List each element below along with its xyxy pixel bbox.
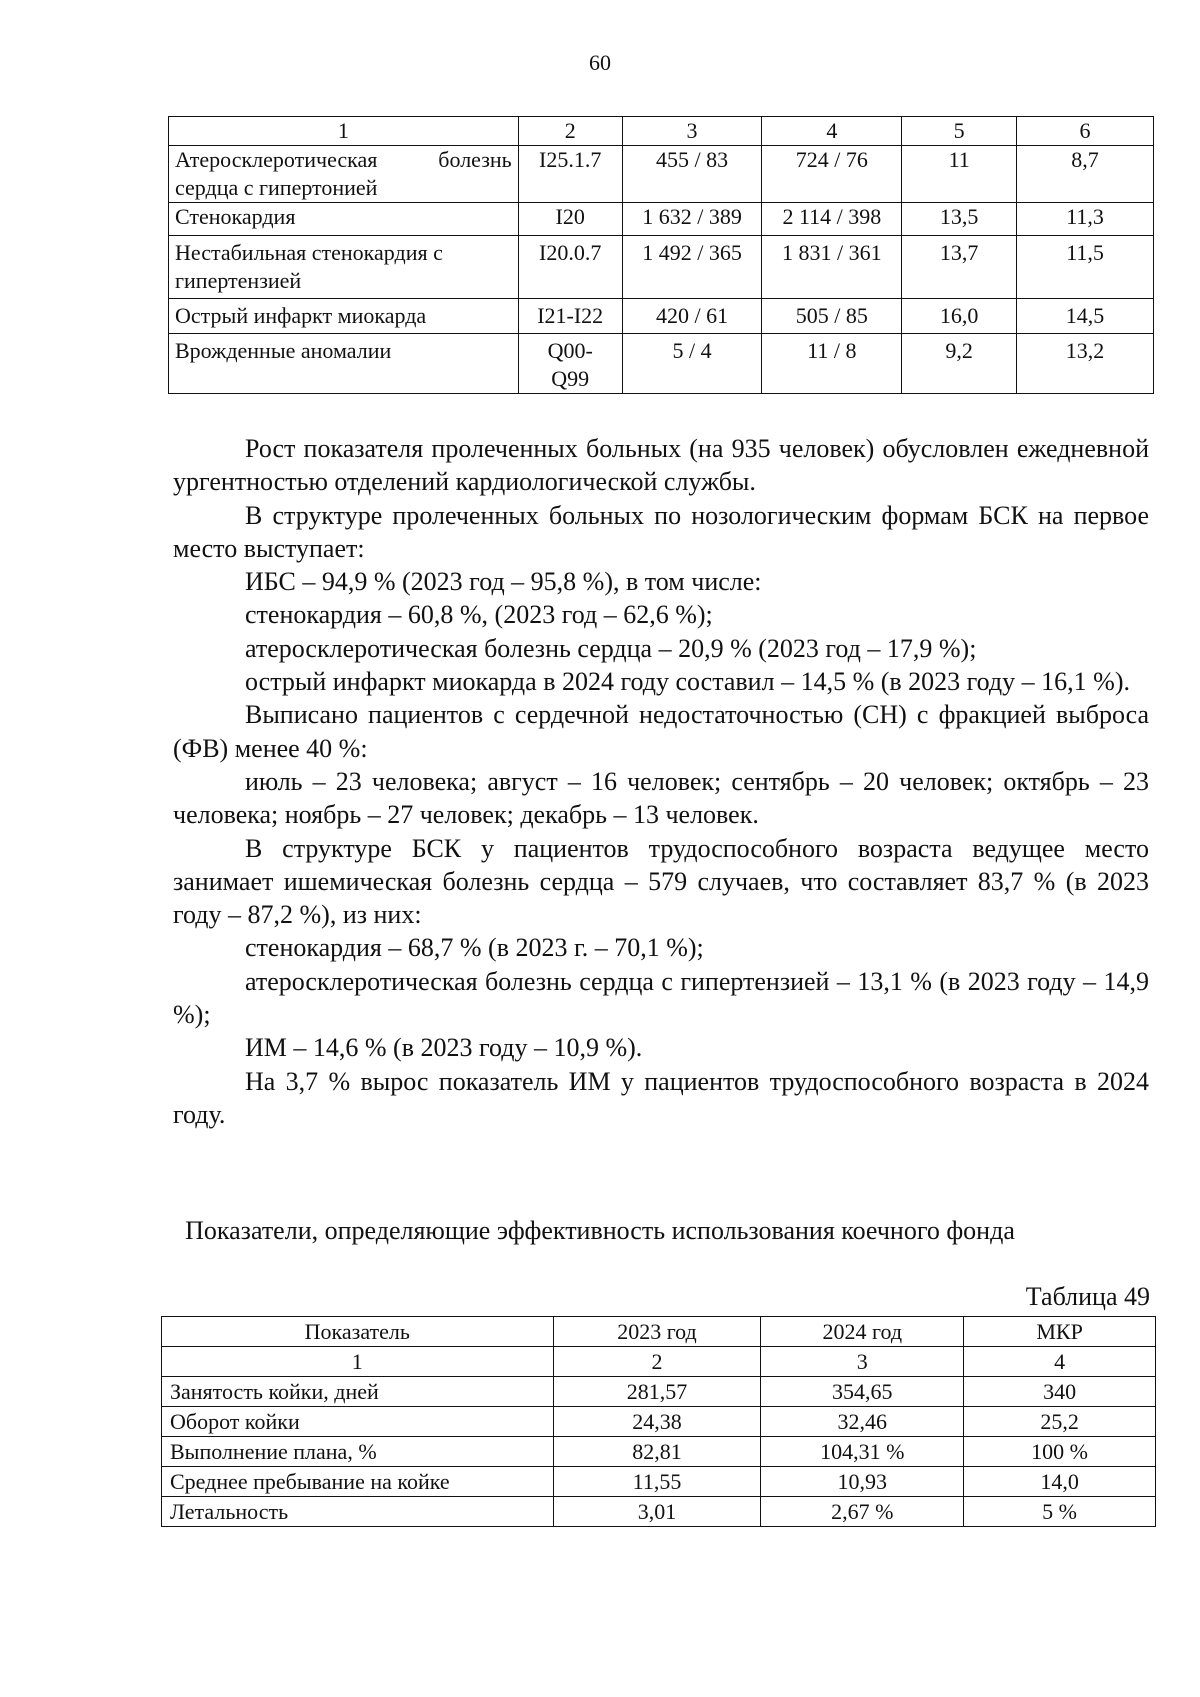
row-value: 100 % — [964, 1437, 1156, 1467]
row-value: 16,0 — [902, 299, 1017, 334]
paragraph: стенокардия – 60,8 %, (2023 год – 62,6 %); — [245, 600, 713, 630]
row-value: 1 831 / 361 — [762, 236, 902, 299]
paragraph: На 3,7 % вырос показатель ИМ у пациентов трудоспособного возраста в 2024 году. — [173, 1066, 1149, 1129]
row-value: 11,3 — [1017, 203, 1154, 236]
column-number: 5 — [902, 117, 1017, 146]
paragraph: атеросклеротическая болезнь сердца с гипертензией – 13,1 % (в 2023 году – 14,9 %); — [173, 966, 1149, 1030]
row-code: I20 — [518, 203, 622, 236]
table-row — [169, 236, 1154, 299]
row-value: 11,5 — [1017, 236, 1154, 299]
column-header: 2024 год — [761, 1317, 964, 1347]
row-value: 10,93 — [761, 1467, 964, 1497]
table-row — [162, 1407, 1156, 1437]
row-value: 340 — [964, 1377, 1156, 1407]
paragraph: Рост показателя пролеченных больных (на 935 человек) обусловлен ежедневной ургентностью отделений кардиологической службы. — [173, 434, 1149, 497]
table-header-row — [162, 1317, 1156, 1347]
column-number: 4 — [964, 1347, 1156, 1377]
row-name: Острый инфаркт миокарда — [169, 299, 519, 334]
table-row — [162, 1467, 1156, 1497]
table-label: Таблица 49 — [1025, 1282, 1150, 1311]
column-number: 2 — [518, 117, 622, 146]
row-value: 13,7 — [902, 236, 1017, 299]
table-row — [162, 1497, 1156, 1527]
table-number-row — [162, 1347, 1156, 1377]
row-name: Летальность — [162, 1497, 554, 1527]
row-value: 11,55 — [553, 1467, 761, 1497]
row-value: 32,46 — [761, 1407, 964, 1437]
table-row — [169, 203, 1154, 236]
row-name: Стенокардия — [169, 203, 519, 236]
row-value: 724 / 76 — [762, 146, 902, 203]
table-header-row — [169, 117, 1154, 146]
row-value: 24,38 — [553, 1407, 761, 1437]
row-value: 5 / 4 — [622, 334, 762, 394]
row-value: 82,81 — [553, 1437, 761, 1467]
paragraph: ИБС – 94,9 % (2023 год – 95,8 %), в том числе: — [245, 567, 762, 597]
paragraph: ИМ – 14,6 % (в 2023 году – 10,9 %). — [245, 1033, 643, 1063]
column-number: 6 — [1017, 117, 1154, 146]
table-cardiology-nosology — [168, 116, 1154, 394]
row-value: 420 / 61 — [622, 299, 762, 334]
row-value: 9,2 — [902, 334, 1017, 394]
column-header: МКР — [964, 1317, 1156, 1347]
row-code: Q00-Q99 — [518, 334, 622, 394]
paragraph: стенокардия – 68,7 % (в 2023 г. – 70,1 %); — [245, 933, 704, 963]
row-value: 3,01 — [553, 1497, 761, 1527]
row-name: Врожденные аномалии — [169, 334, 519, 394]
row-value: 2 114 / 398 — [762, 203, 902, 236]
row-value: 11 / 8 — [762, 334, 902, 394]
column-number: 3 — [622, 117, 762, 146]
row-value: 5 % — [964, 1497, 1156, 1527]
paragraph: июль – 23 человека; август – 16 человек; сентябрь – 20 человек; октябрь – 23 человека; ноябрь – 27 человек; декабрь – 13 человек. — [173, 766, 1149, 830]
column-number: 1 — [162, 1347, 554, 1377]
table-row — [169, 299, 1154, 334]
row-value: 455 / 83 — [622, 146, 762, 203]
row-name: Выполнение плана, % — [162, 1437, 554, 1467]
row-value: 13,2 — [1017, 334, 1154, 394]
row-value: 354,65 — [761, 1377, 964, 1407]
row-value: 1 632 / 389 — [622, 203, 762, 236]
row-name: Занятость койки, дней — [162, 1377, 554, 1407]
row-name: Оборот койки — [162, 1407, 554, 1437]
row-code: I20.0.7 — [518, 236, 622, 299]
row-name: Среднее пребывание на койке — [162, 1467, 554, 1497]
page-number: 60 — [589, 50, 611, 75]
paragraph: В структуре пролеченных больных по нозологическим формам БСК на первое место выступает: — [173, 500, 1149, 563]
row-name: Атеросклеротическая болезнь сердца с гипертонией — [169, 146, 519, 203]
row-code: I21-I22 — [518, 299, 622, 334]
table-bed-fund-indicators — [161, 1316, 1156, 1527]
table-row — [162, 1377, 1156, 1407]
row-value: 14,0 — [964, 1467, 1156, 1497]
column-number: 2 — [553, 1347, 761, 1377]
column-header: 2023 год — [553, 1317, 761, 1347]
row-value: 104,31 % — [761, 1437, 964, 1467]
paragraph: атеросклеротическая болезнь сердца – 20,9 % (2023 год – 17,9 %); — [245, 633, 977, 663]
table-row — [169, 334, 1154, 394]
paragraph: Выписано пациентов с сердечной недостаточностью (СН) с фракцией выброса (ФВ) менее 40 %: — [173, 700, 1149, 763]
row-value: 281,57 — [553, 1377, 761, 1407]
row-value: 1 492 / 365 — [622, 236, 762, 299]
table-row — [162, 1437, 1156, 1467]
row-name: Нестабильная стенокардия с гипертензией — [169, 236, 519, 299]
column-number: 4 — [762, 117, 902, 146]
paragraph: В структуре БСК у пациентов трудоспособного возраста ведущее место занимает ишемическая болезнь сердца – 579 случаев, что составляет 83,7 % (в 2023 году – 87,2 %), из них: — [173, 833, 1149, 930]
column-number: 1 — [169, 117, 519, 146]
table-row — [169, 146, 1154, 203]
row-value: 11 — [902, 146, 1017, 203]
paragraph: острый инфаркт миокарда в 2024 году составил – 14,5 % (в 2023 году – 16,1 %). — [245, 667, 1130, 697]
row-code: I25.1.7 — [518, 146, 622, 203]
row-value: 8,7 — [1017, 146, 1154, 203]
row-value: 25,2 — [964, 1407, 1156, 1437]
row-value: 13,5 — [902, 203, 1017, 236]
column-header: Показатель — [162, 1317, 554, 1347]
row-value: 14,5 — [1017, 299, 1154, 334]
column-number: 3 — [761, 1347, 964, 1377]
row-value: 2,67 % — [761, 1497, 964, 1527]
body-text — [173, 432, 1149, 1131]
table-title: Показатели, определяющие эффективность использования коечного фонда — [185, 1216, 1015, 1245]
row-value: 505 / 85 — [762, 299, 902, 334]
